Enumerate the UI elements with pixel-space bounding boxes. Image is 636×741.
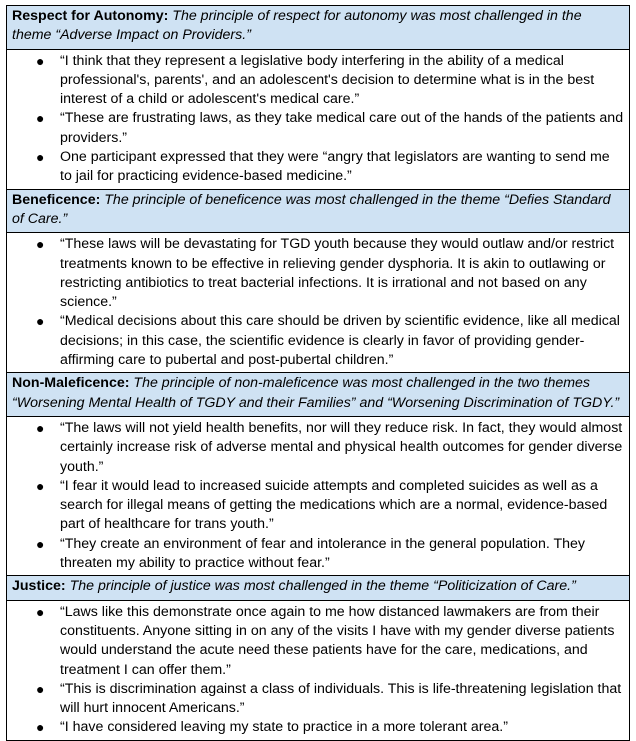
section-header-non-maleficence bbox=[7, 373, 630, 417]
quote-item bbox=[7, 419, 624, 477]
section-quotes-autonomy bbox=[7, 49, 630, 189]
quote-list bbox=[7, 235, 624, 370]
quote-item bbox=[7, 535, 624, 574]
bullet-icon: ● bbox=[36, 52, 45, 69]
bullet-icon: ● bbox=[36, 719, 45, 736]
quote-text: “This is discrimination against a class of individuals. This is life-threatening legislation that will hurt innocent Americans.” bbox=[60, 680, 622, 717]
bullet-icon: ● bbox=[36, 149, 45, 166]
principle-description: The principle of non-maleficence was most challenged in the two themes “Worsening Mental Health of TGDY and their Families” and “Worsening Discrimination of TGDY.” bbox=[12, 375, 620, 411]
principle-term: Beneficence: bbox=[12, 191, 101, 208]
quote-text: “These laws will be devastating for TGD youth because they would outlaw and/or restrict treatments known to be effective in relieving gender dysphoria. It is akin to outlawing or restricting antibiotics to treat bacterial infections. It is irrational and not based on any science.” bbox=[60, 236, 615, 311]
quote-item bbox=[7, 680, 624, 719]
quote-item bbox=[7, 52, 624, 110]
bullet-icon: ● bbox=[36, 110, 45, 127]
quote-text: One participant expressed that they were “angry that legislators are wanting to send me to jail for practicing evidence-based medicine.” bbox=[60, 149, 610, 185]
quote-item bbox=[7, 477, 624, 535]
bullet-icon: ● bbox=[36, 419, 45, 436]
quote-text: “I fear it would lead to increased suicide attempts and completed suicides as well as a search for illegal means of getting the medications which are a normal, evidence-based part of healthcare for trans youth.” bbox=[60, 477, 608, 533]
quote-item bbox=[7, 148, 624, 187]
quote-item bbox=[7, 235, 624, 312]
quote-item bbox=[7, 109, 624, 148]
principle-description: The principle of justice was most challenged in the theme “Politicization of Care.” bbox=[69, 578, 576, 595]
section-quotes-beneficence bbox=[7, 233, 630, 373]
ethics-principles-table bbox=[6, 5, 630, 741]
principle-term: Non-Maleficence: bbox=[12, 375, 130, 392]
principle-description: The principle of respect for autonomy was most challenged in the theme “Adverse Impact on Providers.” bbox=[12, 8, 582, 44]
quote-item bbox=[7, 603, 624, 680]
bullet-icon: ● bbox=[36, 603, 45, 620]
quote-text: “They create an environment of fear and intolerance in the general population. They threaten my ability to practice without fear.” bbox=[60, 535, 586, 572]
quote-text: “Medical decisions about this care should be driven by scientific evidence, like all medical decisions; in this case, the scientific evidence is clearly in favor of providing gender-affirming care to pubertal and post-pubertal children.” bbox=[60, 313, 620, 369]
quote-text: “I have considered leaving my state to practice in a more tolerant area.” bbox=[60, 719, 508, 736]
bullet-icon: ● bbox=[36, 680, 45, 697]
section-header-justice bbox=[7, 576, 630, 600]
quote-list bbox=[7, 603, 624, 738]
section-quotes-justice bbox=[7, 600, 630, 740]
section-quotes-non-maleficence bbox=[7, 416, 630, 575]
quote-text: “I think that they represent a legislative body interfering in the ability of a medical professional's, parents', and an adolescent's decision to determine what is in the best interest of a child or adolescent's medical care.” bbox=[60, 52, 595, 108]
principle-term: Justice: bbox=[12, 578, 66, 595]
quote-item bbox=[7, 718, 624, 737]
section-header-autonomy bbox=[7, 6, 630, 50]
bullet-icon: ● bbox=[36, 313, 45, 330]
quote-list bbox=[7, 419, 624, 573]
principle-term: Respect for Autonomy: bbox=[12, 8, 169, 24]
quote-list bbox=[7, 52, 624, 187]
bullet-icon: ● bbox=[36, 535, 45, 552]
principle-description: The principle of beneficence was most challenged in the theme “Defies Standard of Care.” bbox=[12, 191, 611, 227]
bullet-icon: ● bbox=[36, 477, 45, 494]
bullet-icon: ● bbox=[36, 236, 45, 253]
quote-text: “The laws will not yield health benefits, nor will they reduce risk. In fact, they would almost certainly increase risk of adverse mental and physical health outcomes for gender diverse youth.” bbox=[60, 419, 623, 475]
quote-text: “Laws like this demonstrate once again to me how distanced lawmakers are from their constituents. Anyone sitting in on any of the visits I have with my gender diverse patients would understand the acute need these patients have for the care, medications, and treatment I can offer them.” bbox=[60, 603, 615, 678]
quote-text: “These are frustrating laws, as they take medical care out of the hands of the patients and providers.” bbox=[60, 110, 624, 146]
section-header-beneficence bbox=[7, 189, 630, 233]
quote-item bbox=[7, 312, 624, 370]
